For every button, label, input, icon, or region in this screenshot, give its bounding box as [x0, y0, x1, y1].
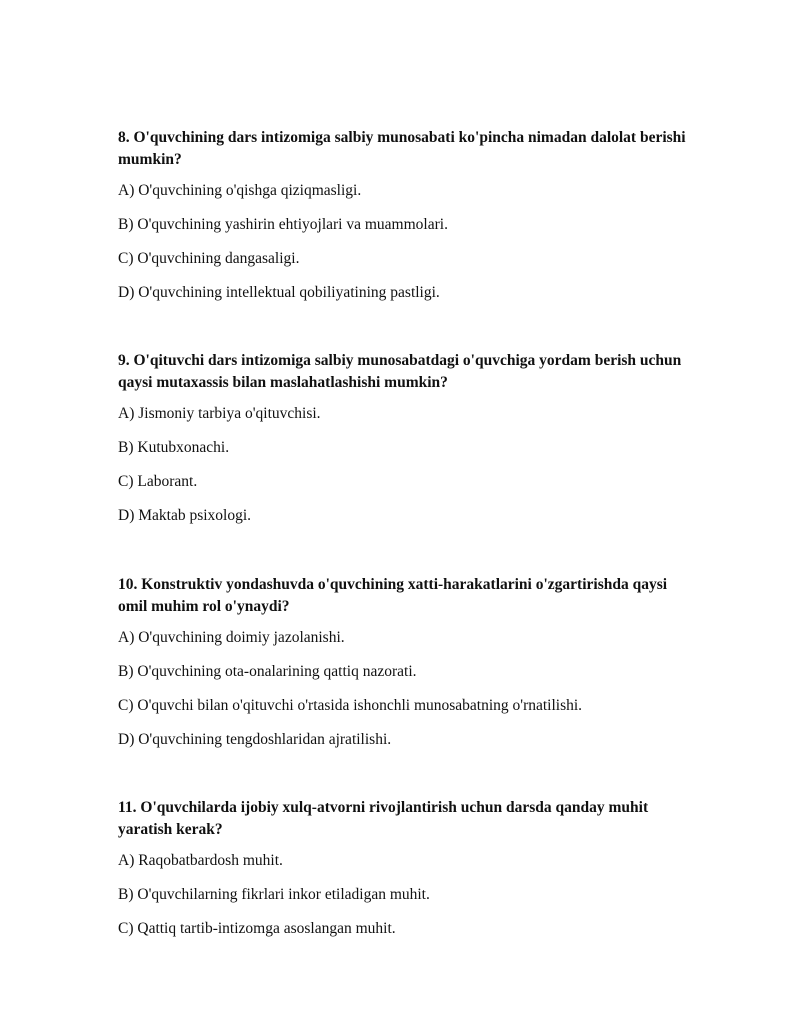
option-b: B) O'quvchilarning fikrlari inkor etiladigan muhit.	[118, 886, 430, 903]
option-d: D) O'quvchining intellektual qobiliyatining pastligi.	[118, 284, 440, 301]
question-text: 11. O'quvchilarda ijobiy xulq-atvorni rivojlantirish uchun darsda qanday muhit yaratish kerak?	[118, 799, 649, 838]
option-b: B) O'quvchining ota-onalarining qattiq nazorati.	[118, 663, 417, 680]
option-c: C) Qattiq tartib-intizomga asoslangan muhit.	[118, 920, 396, 937]
option-b: B) Kutubxonachi.	[118, 439, 230, 456]
question-text: 10. Konstruktiv yondashuvda o'quvchining xatti-harakatlarini o'zgartirishda qaysi omil muhim rol o'ynaydi?	[118, 576, 668, 615]
question-block-9	[118, 350, 688, 526]
option-b: B) O'quvchining yashirin ehtiyojlari va muammolari.	[118, 216, 448, 233]
option-a: A) O'quvchining o'qishga qiziqmasligi.	[118, 182, 362, 199]
option-d: D) O'quvchining tengdoshlaridan ajratilishi.	[118, 731, 392, 748]
question-text: 8. O'quvchining dars intizomiga salbiy munosabati ko'pincha nimadan dalolat berishi mumkin?	[118, 129, 686, 168]
question-block-10	[118, 574, 688, 750]
option-a: A) Jismoniy tarbiya o'qituvchisi.	[118, 405, 321, 422]
option-d: D) Maktab psixologi.	[118, 507, 252, 524]
option-c: C) Laborant.	[118, 473, 198, 490]
option-c: C) O'quvchining dangasaligi.	[118, 250, 300, 267]
question-block-11	[118, 797, 688, 939]
option-a: A) Raqobatbardosh muhit.	[118, 852, 283, 869]
question-block-8	[118, 127, 688, 303]
question-text: 9. O'qituvchi dars intizomiga salbiy munosabatdagi o'quvchiga yordam berish uchun qaysi mutaxassis bilan maslahatlashishi mumkin?	[118, 352, 682, 391]
option-a: A) O'quvchining doimiy jazolanishi.	[118, 629, 345, 646]
option-c: C) O'quvchi bilan o'qituvchi o'rtasida ishonchli munosabatning o'rnatilishi.	[118, 697, 583, 714]
